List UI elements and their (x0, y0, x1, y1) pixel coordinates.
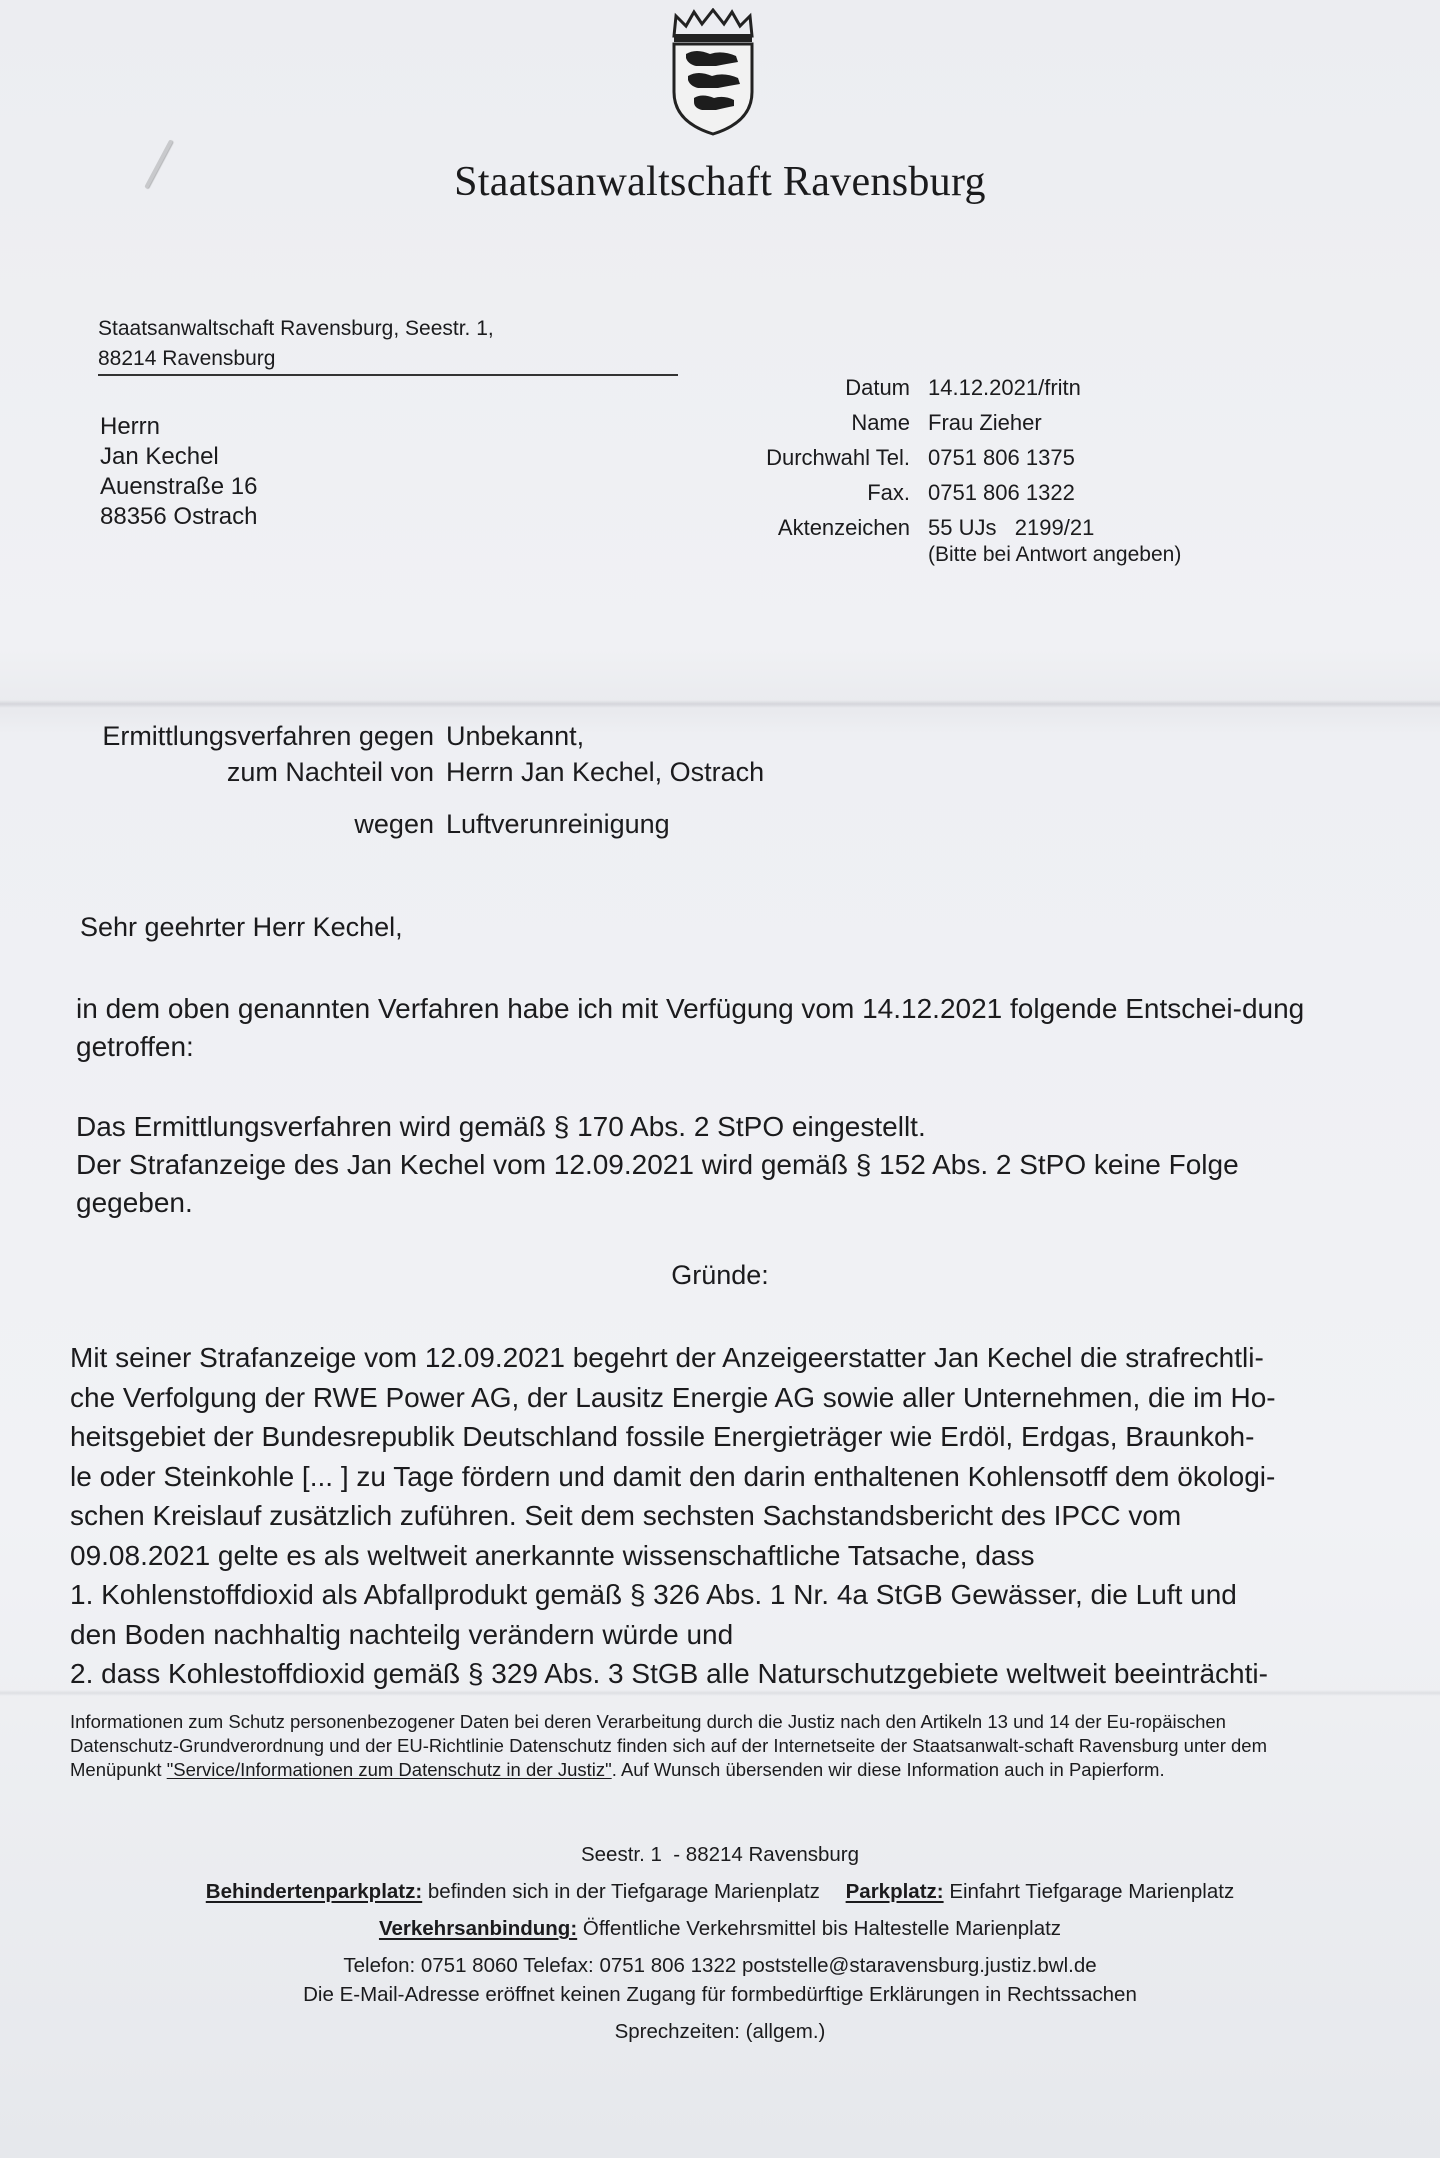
parking-disabled-text: befinden sich in der Tiefgarage Marienplatz (427, 1880, 820, 1903)
meta-value: 14.12.2021/fritn (928, 374, 1081, 400)
meta-value: 0751 806 1375 (928, 444, 1075, 470)
footer-address: Seestr. 1 - 88214 Ravensburg (580, 1843, 860, 1866)
parking-text: Einfahrt Tiefgarage Marienplatz (949, 1880, 1235, 1903)
subject-value: Unbekannt, (446, 720, 585, 751)
coat-of-arms-icon (666, 8, 760, 136)
footer-parking (0, 1873, 1440, 1910)
privacy-text-end: . Auf Wunsch übersenden wir diese Information auch in Papierform. (611, 1759, 1165, 1780)
case-subject (84, 718, 764, 842)
meta-label: Datum (845, 374, 910, 400)
meta-name (720, 405, 1181, 440)
paragraph-text: in dem oben genannten Verfahren habe ich mit Verfügung vom 14.12.2021 folgende Entschei-dung getroffen: (76, 993, 1305, 1062)
sender-address (98, 314, 678, 376)
reasons-line: 09.08.2021 gelte es als weltweit anerkannte wissenschaftliche Tatsache, dass (70, 1539, 1035, 1571)
subject-label: Ermittlungsverfahren gegen (102, 720, 434, 751)
letter-footer (0, 1836, 1440, 2050)
parking-label: Parkplatz: (845, 1880, 944, 1903)
subject-detriment (84, 754, 764, 790)
reasons-line: den Boden nachhaltig nachteilg verändern würde und (70, 1618, 734, 1650)
footer-contact: Telefon: 0751 8060 Telefax: 0751 806 1322 poststelle@staravensburg.justiz.bwl.de (343, 1954, 1097, 1977)
reasons-line: le oder Steinkohle [... ] zu Tage fördern und damit den darin enthaltenen Kohlensotff dem ökologi- (70, 1460, 1276, 1492)
meta-value: Frau Zieher (928, 409, 1042, 435)
reasons-line: heitsgebiet der Bundesrepublik Deutschland fossile Energieträger wie Erdöl, Erdgas, Braunkoh- (70, 1421, 1255, 1452)
footer-hours: Sprechzeiten: (allgem.) (614, 2020, 826, 2043)
sender-line: Staatsanwaltschaft Ravensburg, Seestr. 1, (98, 317, 494, 340)
meta-phone (720, 440, 1181, 475)
decision-block (76, 1108, 1326, 1222)
recipient-address (100, 412, 257, 532)
meta-note: (Bitte bei Antwort angeben) (928, 543, 1182, 566)
recipient-name: Jan Kechel (100, 443, 219, 470)
recipient-street: Auenstraße 16 (100, 473, 258, 500)
meta-value: 55 UJs 2199/21 (928, 514, 1095, 540)
subject-against (84, 718, 764, 754)
meta-fax (720, 475, 1181, 510)
privacy-link[interactable]: "Service/Informationen zum Datenschutz in der Justiz" (166, 1759, 612, 1780)
reasons-line: schen Kreislauf zusätzlich zuführen. Seit dem sechsten Sachstandsbericht des IPCC vom (70, 1500, 1182, 1531)
recipient-salutation: Herrn (100, 413, 161, 440)
authority-title: Staatsanwaltschaft Ravensburg (454, 159, 986, 205)
footer-email-note: Die E-Mail-Adresse eröffnet keinen Zugang für formbedürftige Erklärungen in Rechtssachen (303, 1983, 1137, 2006)
decision-line: Der Strafanzeige des Jan Kechel vom 12.09.2021 wird gemäß § 152 Abs. 2 StPO keine Folge gegeben. (76, 1149, 1239, 1218)
paragraph-intro (76, 990, 1326, 1066)
privacy-notice (70, 1710, 1340, 1782)
meta-label: Aktenzeichen (777, 514, 910, 540)
sender-line: 88214 Ravensburg (98, 347, 276, 370)
reasons-line: 1. Kohlenstoffdioxid als Abfallprodukt gemäß § 326 Abs. 1 Nr. 4a StGB Gewässer, die Luft und (70, 1579, 1237, 1610)
meta-label: Fax. (867, 479, 910, 505)
subject-label: wegen (354, 808, 434, 839)
letter-metadata (720, 370, 1181, 567)
transport-text: Öffentliche Verkehrsmittel bis Haltestelle Marienplatz (582, 1917, 1062, 1940)
paper-fold (0, 700, 1440, 708)
recipient-city: 88356 Ostrach (100, 503, 258, 530)
reasons-line: 2. dass Kohlestoffdioxid gemäß § 329 Abs. 3 StGB alle Naturschutzgebiete weltweit beeinträchti- (70, 1658, 1268, 1689)
privacy-text: Informationen zum Schutz personenbezogener Daten bei deren Verarbeitung durch die Justiz nach den Artikeln 13 und 14 der Eu-ropäischen Datenschutz-Grundverordnung und der EU-Richtlinie Datenschutz finden sich auf der Internetseite der Staatsanwalt-schaft Ravensburg unter dem Menüpunkt (70, 1711, 1267, 1780)
meta-label: Name (851, 409, 910, 435)
transport-label: Verkehrsanbindung: (378, 1917, 578, 1940)
footer-transport (0, 1910, 1440, 1947)
salutation: Sehr geehrter Herr Kechel, (80, 912, 403, 942)
subject-value: Herrn Jan Kechel, Ostrach (446, 756, 765, 787)
meta-label: Durchwahl Tel. (766, 444, 910, 470)
subject-reason (84, 806, 764, 842)
meta-file-number (720, 510, 1181, 545)
subject-label: zum Nachteil von (226, 756, 434, 787)
reasons-line: Mit seiner Strafanzeige vom 12.09.2021 begehrt der Anzeigeerstatter Jan Kechel die strafrechtli- (70, 1342, 1264, 1373)
meta-value: 0751 806 1322 (928, 479, 1075, 505)
subject-value: Luftverunreinigung (446, 808, 670, 839)
reasons-line: che Verfolgung der RWE Power AG, der Lausitz Energie AG sowie aller Unternehmen, die im Ho- (70, 1381, 1276, 1413)
reasons-text (70, 1338, 1350, 1694)
parking-disabled-label: Behindertenparkplatz: (205, 1880, 423, 1903)
reasons-heading: Gründe: (671, 1260, 769, 1290)
decision-line: Das Ermittlungsverfahren wird gemäß § 170 Abs. 2 StPO eingestellt. (76, 1111, 926, 1142)
meta-date (720, 370, 1181, 405)
